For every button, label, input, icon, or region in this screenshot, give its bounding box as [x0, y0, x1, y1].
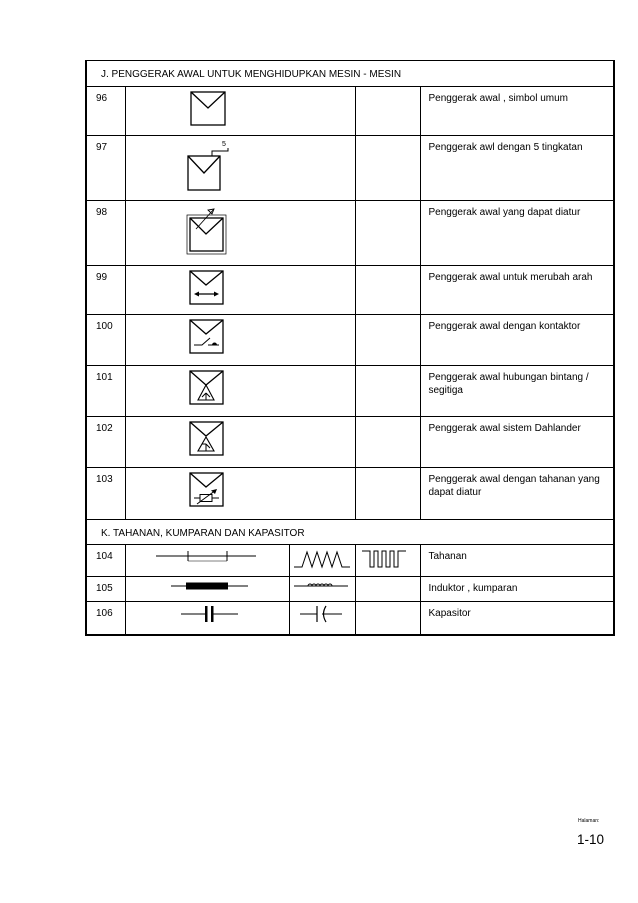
section-j-title: J. PENGGERAK AWAL UNTUK MENGHIDUPKAN MESIN - MESIN — [86, 61, 614, 87]
symbol-cell — [125, 315, 355, 366]
table-row — [86, 417, 614, 468]
row-number: 103 — [86, 468, 125, 520]
symbol-cell-empty — [355, 417, 420, 468]
symbol-cell — [125, 577, 289, 602]
symbol-cell — [289, 545, 355, 577]
section-k-title: K. TAHANAN, KUMPARAN DAN KAPASITOR — [86, 520, 614, 545]
row-number: 98 — [86, 201, 125, 266]
symbol-cell — [125, 266, 355, 315]
symbol-cell — [125, 602, 289, 636]
table-row — [86, 87, 614, 136]
starter-general-symbol-icon — [126, 87, 356, 135]
symbol-cell — [355, 545, 420, 577]
table-row — [86, 577, 614, 602]
star-delta-starter-symbol-icon — [126, 366, 356, 416]
symbol-cell — [125, 417, 355, 468]
row-number: 102 — [86, 417, 125, 468]
symbol-cell — [125, 87, 355, 136]
table-row — [86, 468, 614, 520]
starter-5-step-symbol-icon — [126, 136, 356, 200]
row-description: Penggerak awl dengan 5 tingkatan — [420, 136, 614, 201]
resistor-symbol-icon — [126, 545, 290, 576]
row-number: 97 — [86, 136, 125, 201]
section-j-header-row — [86, 61, 614, 87]
symbol-cell-empty — [355, 366, 420, 417]
row-description: Penggerak awal dengan kontaktor — [420, 315, 614, 366]
row-number: 105 — [86, 577, 125, 602]
row-number: 106 — [86, 602, 125, 636]
symbol-cell-empty — [355, 602, 420, 636]
table-row — [86, 315, 614, 366]
row-number: 101 — [86, 366, 125, 417]
row-description: Tahanan — [420, 545, 614, 577]
symbol-cell — [125, 366, 355, 417]
row-description: Induktor , kumparan — [420, 577, 614, 602]
symbol-cell-empty — [355, 577, 420, 602]
rheostat-starter-symbol-icon — [126, 468, 356, 519]
dahlander-starter-symbol-icon — [126, 417, 356, 467]
row-description: Kapasitor — [420, 602, 614, 636]
table-row — [86, 602, 614, 636]
symbol-cell-empty — [355, 468, 420, 520]
step-label: 5 — [221, 141, 226, 148]
table-row — [86, 266, 614, 315]
inductor-coil-icon — [290, 577, 356, 601]
symbol-cell-empty — [355, 266, 420, 315]
symbol-table — [85, 60, 615, 636]
row-number: 100 — [86, 315, 125, 366]
reversing-starter-symbol-icon — [126, 266, 356, 314]
row-number: 96 — [86, 87, 125, 136]
table-row — [86, 136, 614, 201]
inductor-symbol-icon — [126, 577, 290, 601]
symbol-cell — [125, 545, 289, 577]
adjustable-starter-symbol-icon — [126, 201, 356, 265]
symbol-cell — [125, 468, 355, 520]
row-description: Penggerak awal dengan tahanan yang dapat diatur — [420, 468, 614, 520]
section-k-header-row — [86, 520, 614, 545]
resistor-zigzag-icon — [290, 545, 356, 576]
row-description: Penggerak awal , simbol umum — [420, 87, 614, 136]
contactor-starter-symbol-icon — [126, 315, 356, 365]
symbol-cell — [125, 136, 355, 201]
resistor-meander-icon — [356, 545, 421, 576]
row-description: Penggerak awal sistem Dahlander — [420, 417, 614, 468]
table-row — [86, 366, 614, 417]
capacitor-symbol-icon — [126, 602, 290, 634]
symbol-cell-empty — [355, 136, 420, 201]
symbol-cell — [289, 577, 355, 602]
symbol-cell-empty — [355, 201, 420, 266]
table-row — [86, 545, 614, 577]
row-number: 99 — [86, 266, 125, 315]
page-number: 1-10 — [577, 832, 605, 847]
symbol-cell — [289, 602, 355, 636]
page-label: Halaman: — [578, 818, 600, 824]
row-number: 104 — [86, 545, 125, 577]
row-description: Penggerak awal hubungan bintang / segitiga — [420, 366, 614, 417]
symbol-cell-empty — [355, 315, 420, 366]
capacitor-polarized-icon — [290, 602, 356, 634]
symbol-cell — [125, 201, 355, 266]
row-description: Penggerak awal yang dapat diatur — [420, 201, 614, 266]
symbol-cell-empty — [355, 87, 420, 136]
row-description: Penggerak awal untuk merubah arah — [420, 266, 614, 315]
table-row — [86, 201, 614, 266]
